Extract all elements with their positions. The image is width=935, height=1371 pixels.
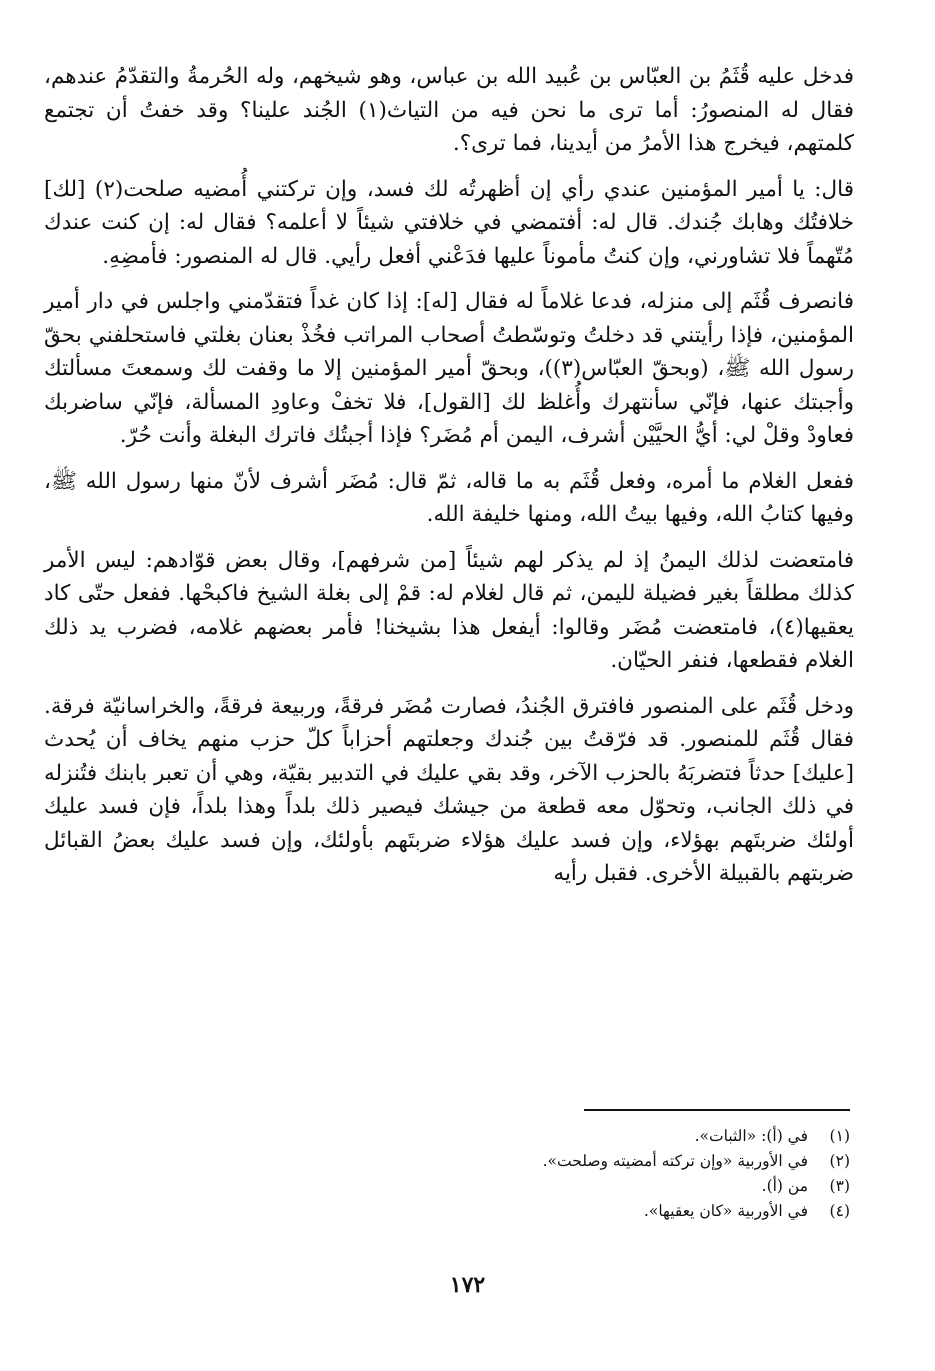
footnote-text: من (أ). bbox=[761, 1177, 808, 1195]
paragraph-2: قال: يا أمير المؤمنين عندي رأي إن أظهرتُه لك فسد، وإن تركتني أُمضيه صلحت(٢) [لك] خلافتُك وهابك جُندك. قال له: أفتمضي في خلافتي شيئاً لا أعلمه؟ فقال له: إن كنت عندك مُتّهماً فلا تشاورني، وإن كنتُ مأموناً عليها فدَعْني أفعل رأيي. قال له المنصور: فأمضِهِ. bbox=[44, 176, 854, 269]
footnote-text: في (أ): «الثبات». bbox=[694, 1127, 808, 1145]
footnote-2 bbox=[470, 1149, 850, 1174]
page-number: ١٧٢ bbox=[449, 1272, 486, 1298]
footnote-4 bbox=[470, 1199, 850, 1224]
paragraph-3: فانصرف قُثَم إلى منزله، فدعا غلاماً له فقال [له]: إذا كان غداً فتقدّمني واجلس في دار أمير المؤمنين، فإذا رأيتني قد دخلتُ وتوسّطتُ أصحاب المراتب فخُذْ بعنان بغلتي فاستحلفني بحقّ رسول الله ﷺ، (وبحقّ العبّاس(٣))، وبحقّ أمير المؤمنين إلا ما وقفت لك وسمعتَ مسألتك وأجبتك عنها، فإنّي سأنتهرك وأُغلظ لك [القول]، فلا تخفْ وعاودِ المسألة، فإنّي ساضربك فعاودْ وقلْ لي: أيُّ الحيَّيْن أشرف، اليمن أم مُضَر؟ فإذا أجبتُك فاترك البغلة وأنت حُرّ. bbox=[44, 289, 854, 448]
footnote-number: (٤) bbox=[829, 1202, 850, 1220]
footnote-number: (٢) bbox=[829, 1152, 850, 1170]
footnote-3 bbox=[470, 1174, 850, 1199]
footnote-number: (٣) bbox=[829, 1177, 850, 1195]
paragraph-4: ففعل الغلام ما أمره، وفعل قُثَم به ما قاله، ثمّ قال: مُضَر أشرف لأنّ منها رسول الله ﷺ، وفيها كتابُ الله، وفيها بيتُ الله، ومنها خليفة الله. bbox=[44, 468, 854, 527]
main-text bbox=[44, 60, 854, 897]
paragraph-6: ودخل قُثَم على المنصور فافترق الجُندُ، فصارت مُضَر فرقةً، وربيعة فرقةً، والخراسانيّة فرقة. فقال قُثَم للمنصور. قد فرّقتُ بين جُندك وجعلتهم أحزاباً كلّ حزب منهم يخاف أن يُحدث [عليك] حدثاً فتضربَهُ بالحزب الآخر، وقد بقي عليك في التدبير بقيّة، وهي أن تعبر بابنك فتُنزله في ذلك الجانب، وتحوّل معه قطعة من جيشك فيصير ذلك بلداً وهذا بلداً، فإن فسد عليك أولئك ضربتَهم بهؤلاء، وإن فسد عليك هؤلاء ضربتَهم بأولئك، وإن فسد عليك بعضُ القبائل ضربتهم بالقبيلة الأخرى. فقبل رأيه bbox=[44, 693, 854, 886]
paragraph-5: فامتعضت لذلك اليمنُ إذ لم يذكر لهم شيئاً [من شرفهم]، وقال بعض قوّادهم: ليس الأمر كذلك مطلقاً بغير فضيلة لليمن، ثم قال لغلام له: قمْ إلى بغلة الشيخ فاكبحْها. ففعل حتّى كاد يعقيها(٤)، فامتعضت مُضَر وقالوا: أيفعل هذا بشيخنا! فأمر بعضهم غلامه، فضرب يد ذلك الغلام فقطعها، فنفر الحيّان. bbox=[44, 547, 854, 673]
footnote-text: في الأوربية «كان يعقيها». bbox=[643, 1202, 808, 1220]
paragraph-1: فدخل عليه قُثَمُ بن العبّاس بن عُبيد الله بن عباس، وهو شيخهم، وله الحُرمةُ والتقدّمُ عندهم، فقال له المنصورُ: أما ترى ما نحن فيه من التياث(١) الجُند علينا؟ وقد خفتُ أن تجتمع كلمتهم، فيخرج هذا الأمرُ من أيدينا، فما ترى؟. bbox=[44, 64, 854, 156]
footnotes bbox=[470, 1124, 850, 1224]
footnote-number: (١) bbox=[829, 1127, 850, 1145]
footnote-separator bbox=[584, 1109, 850, 1111]
footnote-text: في الأوربية «وإن تركته أمضيته وصلحت». bbox=[542, 1152, 808, 1170]
footnote-1 bbox=[470, 1124, 850, 1149]
